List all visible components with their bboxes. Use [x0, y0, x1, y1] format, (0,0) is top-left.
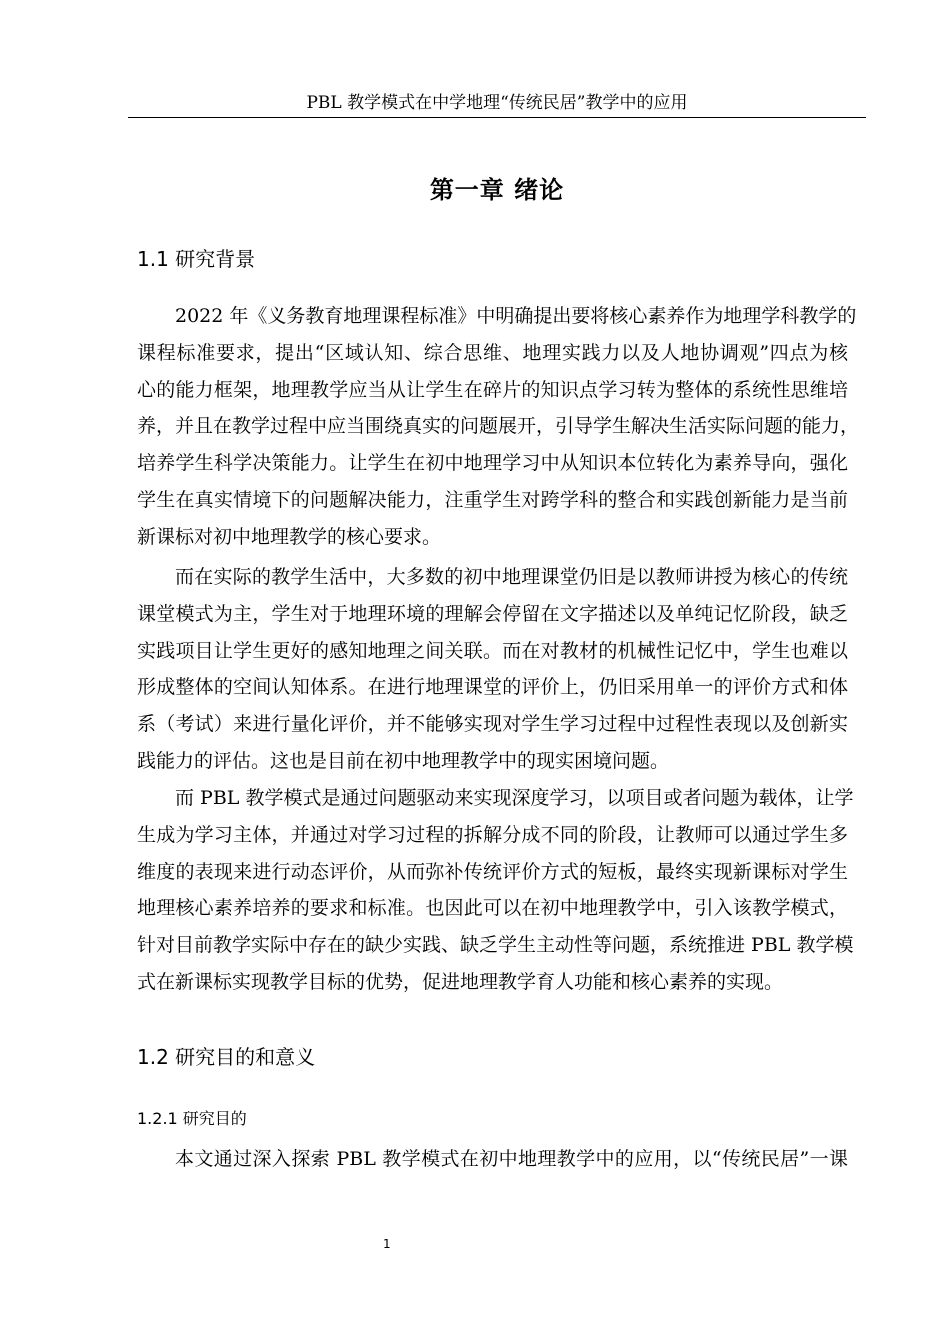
header-divider	[128, 117, 866, 118]
text-line: 学生在真实情境下的问题解决能力，注重学生对跨学科的整合和实践创新能力是当前	[137, 488, 848, 511]
text-line: 维度的表现来进行动态评价，从而弥补传统评价方式的短板，最终实现新课标对学生	[137, 860, 848, 883]
text-line: 心的能力框架，地理教学应当从让学生在碎片的知识点学习转为整体的系统性思维培	[137, 378, 848, 401]
text-line: 2022 年《义务教育地理课程标准》中明确提出要将核心素养作为地理学科教学的	[175, 305, 857, 327]
text-line: 养，并且在教学过程中应当围绕真实的问题展开，引导学生解决生活实际问题的能力，	[137, 415, 860, 438]
text-line: 而在实际的教学生活中，大多数的初中地理课堂仍旧是以教师讲授为核心的传统	[175, 566, 848, 588]
text-line: 新课标对初中地理教学的核心要求。	[137, 525, 442, 548]
text-line: 践能力的评估。这也是目前在初中地理教学中的现实困境问题。	[137, 749, 670, 772]
text-line: 生成为学习主体，并通过对学习过程的拆解分成不同的阶段，让教师可以通过学生多	[137, 823, 848, 846]
text-line: 本文通过深入探索 PBL 教学模式在初中地理教学中的应用，以“传统民居”一课	[175, 1148, 848, 1170]
subsection-heading-1-2-1: 1.2.1 研究目的	[137, 1109, 247, 1128]
paragraph-4	[137, 1141, 848, 1178]
chapter-title: 第一章 绪论	[429, 176, 565, 204]
section-heading-1-2: 1.2 研究目的和意义	[137, 1045, 316, 1069]
paragraph-2	[137, 559, 848, 780]
text-line: 课程标准要求，提出“区域认知、综合思维、地理实践力以及人地协调观”四点为核	[137, 341, 848, 364]
text-line: 课堂模式为主，学生对于地理环境的理解会停留在文字描述以及单纯记忆阶段，缺乏	[137, 602, 848, 625]
text-line: 而 PBL 教学模式是通过问题驱动来实现深度学习，以项目或者问题为载体，让学	[175, 787, 854, 809]
text-line: 实践项目让学生更好的感知地理之间关联。而在对教材的机械性记忆中，学生也难以	[137, 639, 848, 662]
text-line: 系（考试）来进行量化评价，并不能够实现对学生学习过程中过程性表现以及创新实	[137, 713, 848, 736]
text-line: 式在新课标实现教学目标的优势，促进地理教学育人功能和核心素养的实现。	[137, 970, 784, 993]
paragraph-1	[137, 298, 860, 556]
paragraph-3	[137, 780, 854, 1001]
section-heading-1-1: 1.1 研究背景	[137, 247, 256, 271]
text-line: 形成整体的空间认知体系。在进行地理课堂的评价上，仍旧采用单一的评价方式和体	[137, 676, 848, 699]
text-line: 地理核心素养培养的要求和标准。也因此可以在初中地理教学中，引入该教学模式，	[137, 897, 848, 920]
text-line: 针对目前教学实际中存在的缺少实践、缺乏学生主动性等问题，系统推进 PBL 教学模	[137, 934, 854, 957]
text-line: 培养学生科学决策能力。让学生在初中地理学习中从知识本位转化为素养导向，强化	[137, 452, 848, 475]
running-header: PBL 教学模式在中学地理“传统民居”教学中的应用	[306, 93, 688, 113]
page-number: 1	[383, 1237, 391, 1251]
